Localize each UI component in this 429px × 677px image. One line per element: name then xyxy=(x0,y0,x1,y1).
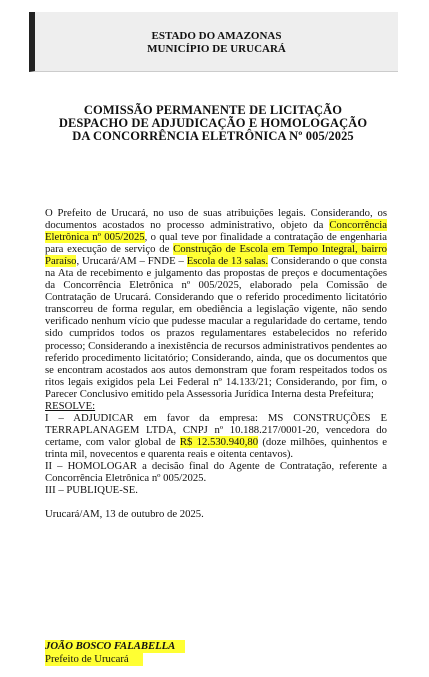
highlight-school-size: Escola de 13 salas. xyxy=(186,255,269,268)
highlight-process-number: Concorrência Eletrônica nº 005/2025 xyxy=(45,219,387,244)
text-segment: (doze milhões, quinhentos e trinta mil, novecentos e quarenta reais e oitenta centavos). xyxy=(45,435,387,460)
title-line-2: DESPACHO DE ADJUDICAÇÃO E HOMOLOGAÇÃO xyxy=(58,116,368,130)
document-header xyxy=(29,12,398,72)
considerations-paragraph xyxy=(45,207,387,400)
document-date: Urucará/AM, 13 de outubro de 2025. xyxy=(45,508,204,521)
document-title xyxy=(32,104,394,143)
header-state: ESTADO DO AMAZONAS xyxy=(151,30,282,42)
signatory-role: Prefeito de Urucará xyxy=(45,653,143,666)
signature-block xyxy=(45,640,245,666)
text-segment: , o qual teve por finalidade a contratação de engenharia para execução de serviço de xyxy=(45,231,387,256)
spacer xyxy=(45,496,387,508)
text-segment: O Prefeito de Urucará, no uso de suas atribuições legais. Considerando, os documentos acostados no processo administrativo, objeto da xyxy=(45,207,387,232)
item-publish: III – PUBLIQUE-SE. xyxy=(45,484,138,497)
item-homologate: II – HOMOLOGAR a decisão final do Agente de Contratação, referente a Concorrência Eletrônica nº 005/2025. xyxy=(45,459,387,485)
header-municipality: MUNICÍPIO DE URUCARÁ xyxy=(147,43,286,55)
item-adjudicate xyxy=(45,412,387,460)
signatory-name: JOÃO BOSCO FALABELLA xyxy=(45,640,185,653)
text-segment: I – ADJUDICAR em favor da empresa: MS CONSTRUÇÕES E TERRAPLANAGEM LTDA, CNPJ nº 10.188.217/0001-20, vencedora do certame, com valor global de xyxy=(45,411,387,448)
highlight-service-object: Construção de Escola em Tempo Integral, bairro Paraíso xyxy=(45,243,387,268)
resolve-heading: RESOLVE: xyxy=(45,399,96,412)
text-segment: , Urucará/AM – FNDE – xyxy=(76,255,187,268)
title-line-1: COMISSÃO PERMANENTE DE LICITAÇÃO xyxy=(83,103,343,117)
title-line-3: DA CONCORRÊNCIA ELETRÔNICA Nº 005/2025 xyxy=(72,129,354,143)
highlight-global-value: R$ 12.530.940,80 xyxy=(179,435,259,448)
text-segment: Considerando o que consta na Ata de recebimento e julgamento das propostas de preços e documentações da Concorrência Eletrônica nº 005/2025, elaborado pela Comissão de Contratação de Urucará. Considerando que o referido procedimento licitatório transcorreu de forma regular, em obediência a legislação vigente, não sendo verificado nenhum vício que pudesse macular a regularidade do certame, tendo sido cumpridos todos os prazos regulamentares estabelecidos no referido processo; Considerando a inexistência de recursos administrativos pendentes ao referido procedimento licitatório; Considerando, ainda, que os documentos que se encontram acostados aos autos demonstram que foram respeitados todos os ritos legais exigidos pela Lei Federal nº 14.133/21; Considerando, por fim, o Parecer Conclusivo emitido pela Assessoria Jurídica Interna desta Prefeitura; xyxy=(45,255,388,400)
document-body xyxy=(45,207,387,520)
